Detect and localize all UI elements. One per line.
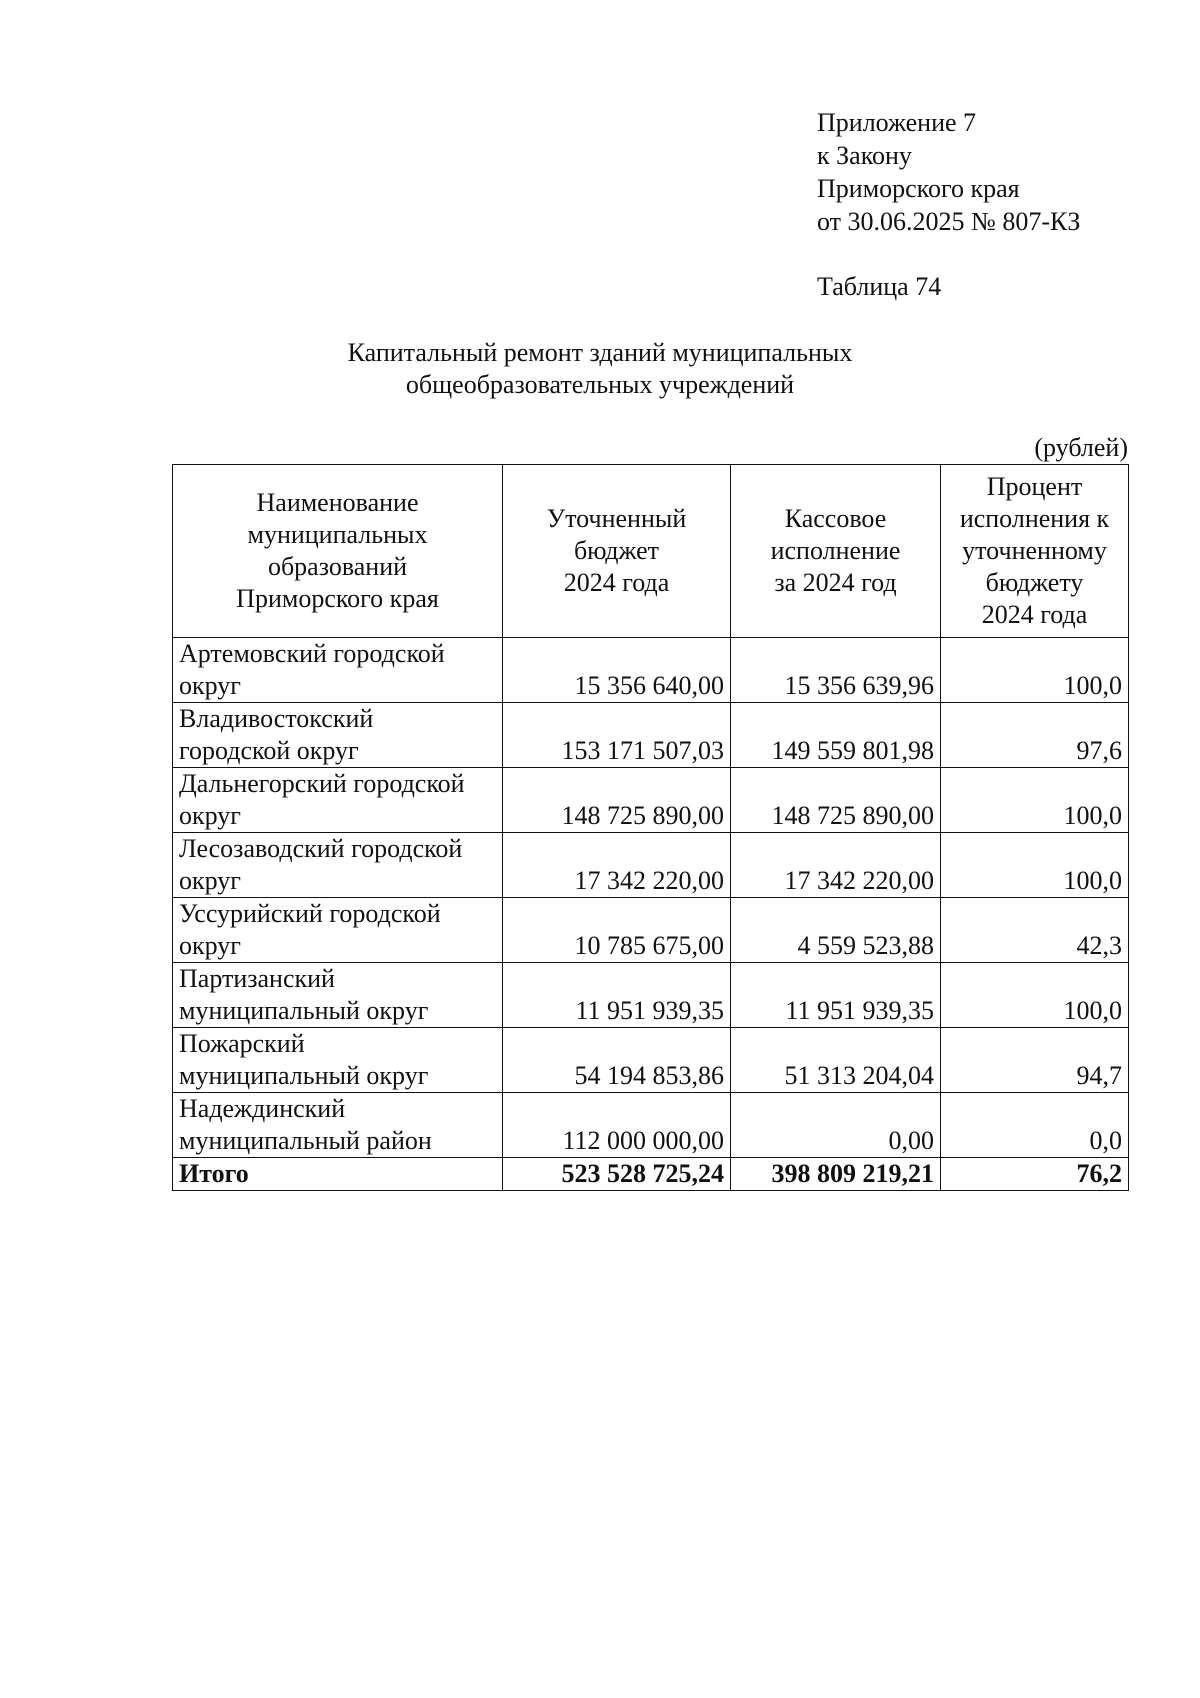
percent-value: 100,0 bbox=[941, 768, 1129, 833]
table-row bbox=[173, 963, 1129, 1028]
executed-value: 148 725 890,00 bbox=[731, 768, 941, 833]
municipality-name: Артемовский городской округ bbox=[173, 638, 503, 703]
table-row bbox=[173, 833, 1129, 898]
table-total-row bbox=[173, 1158, 1129, 1191]
municipality-name: Владивостокский городской округ bbox=[173, 703, 503, 768]
percent-value: 100,0 bbox=[941, 638, 1129, 703]
budget-value: 11 951 939,35 bbox=[503, 963, 731, 1028]
executed-value: 149 559 801,98 bbox=[731, 703, 941, 768]
table-row bbox=[173, 898, 1129, 963]
budget-value: 10 785 675,00 bbox=[503, 898, 731, 963]
percent-value: 100,0 bbox=[941, 833, 1129, 898]
appendix-line: к Закону bbox=[817, 141, 912, 170]
table-header-row bbox=[173, 465, 1129, 638]
table-row bbox=[173, 638, 1129, 703]
total-budget-value: 523 528 725,24 bbox=[503, 1158, 731, 1191]
budget-value: 148 725 890,00 bbox=[503, 768, 731, 833]
appendix-line: от 30.06.2025 № 807-КЗ bbox=[817, 207, 1081, 236]
percent-value: 42,3 bbox=[941, 898, 1129, 963]
executed-value: 0,00 bbox=[731, 1093, 941, 1158]
total-executed-value: 398 809 219,21 bbox=[731, 1158, 941, 1191]
executed-value: 4 559 523,88 bbox=[731, 898, 941, 963]
executed-value: 17 342 220,00 bbox=[731, 833, 941, 898]
executed-value: 15 356 639,96 bbox=[731, 638, 941, 703]
total-label: Итого bbox=[173, 1158, 503, 1191]
budget-table bbox=[172, 464, 1129, 1191]
column-header-municipality: Наименование муниципальных образований Приморского края bbox=[173, 465, 503, 638]
budget-value: 17 342 220,00 bbox=[503, 833, 731, 898]
budget-value: 15 356 640,00 bbox=[503, 638, 731, 703]
table-row bbox=[173, 1028, 1129, 1093]
municipality-name: Партизанский муниципальный округ bbox=[173, 963, 503, 1028]
percent-value: 100,0 bbox=[941, 963, 1129, 1028]
table-row bbox=[173, 703, 1129, 768]
table-number: Таблица 74 bbox=[817, 272, 942, 301]
municipality-name: Пожарский муниципальный округ bbox=[173, 1028, 503, 1093]
budget-value: 112 000 000,00 bbox=[503, 1093, 731, 1158]
percent-value: 94,7 bbox=[941, 1028, 1129, 1093]
percent-value: 0,0 bbox=[941, 1093, 1129, 1158]
executed-value: 11 951 939,35 bbox=[731, 963, 941, 1028]
executed-value: 51 313 204,04 bbox=[731, 1028, 941, 1093]
appendix-reference bbox=[817, 106, 1080, 238]
percent-value: 97,6 bbox=[941, 703, 1129, 768]
municipality-name: Дальнегорский городской округ bbox=[173, 768, 503, 833]
title-line: Капитальный ремонт зданий муниципальных bbox=[347, 338, 853, 367]
title-line: общеобразовательных учреждений bbox=[405, 370, 795, 399]
table-row bbox=[173, 1093, 1129, 1158]
budget-value: 54 194 853,86 bbox=[503, 1028, 731, 1093]
column-header-percent: Процент исполнения к уточненному бюджету 2024 года bbox=[941, 465, 1129, 638]
document-title bbox=[300, 337, 900, 401]
municipality-name: Лесозаводский городской округ bbox=[173, 833, 503, 898]
appendix-line: Приморского края bbox=[817, 174, 1020, 203]
budget-value: 153 171 507,03 bbox=[503, 703, 731, 768]
total-percent-value: 76,2 bbox=[941, 1158, 1129, 1191]
table-row bbox=[173, 768, 1129, 833]
column-header-budget: Уточненный бюджет 2024 года bbox=[503, 465, 731, 638]
units-label: (рублей) bbox=[1034, 433, 1128, 462]
municipality-name: Уссурийский городской округ bbox=[173, 898, 503, 963]
municipality-name: Надеждинский муниципальный район bbox=[173, 1093, 503, 1158]
appendix-line: Приложение 7 bbox=[817, 108, 977, 137]
column-header-executed: Кассовое исполнение за 2024 год bbox=[731, 465, 941, 638]
